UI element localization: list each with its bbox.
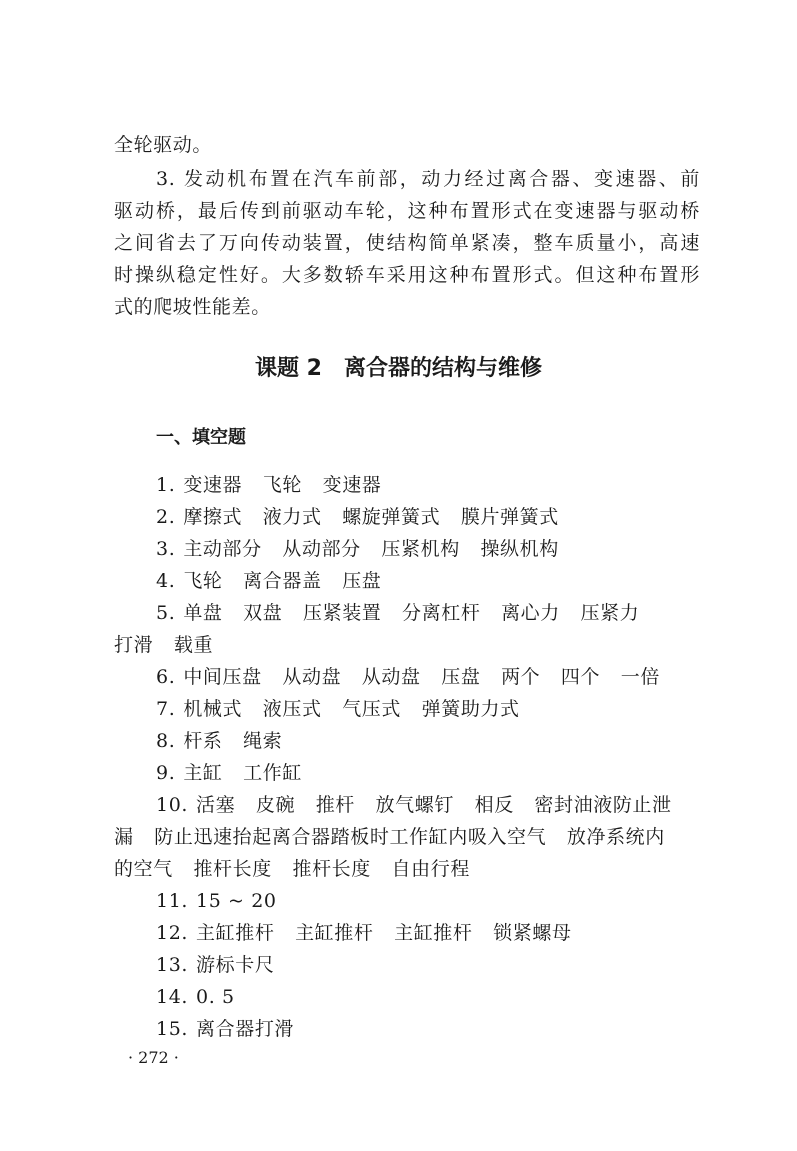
answer-continuation: 的空气 推杆长度 推杆长度 自由行程 (114, 858, 470, 880)
answer-text: 15 ~ 20 (196, 890, 277, 912)
section-title-text: 离合器的结构与维修 (343, 356, 542, 381)
answer-number: 6. (156, 666, 176, 688)
answer-number: 13. (156, 954, 189, 976)
answer-text: 摩擦式 液力式 螺旋弹簧式 膜片弹簧式 (183, 506, 559, 528)
answer-text: 主缸 工作缸 (183, 762, 302, 784)
answer-text: 飞轮 离合器盖 压盘 (183, 570, 382, 592)
answer-number: 2. (156, 506, 176, 528)
answer-continuation: 打滑 载重 (114, 634, 214, 656)
answer-item (156, 760, 716, 786)
answer-number: 1. (156, 474, 176, 496)
answer-item (156, 568, 716, 594)
page-number: · 272 · (128, 1048, 179, 1067)
answer-text: 变速器 飞轮 变速器 (183, 474, 382, 496)
paragraph-line: 之间省去了万向传动装置，使结构简单紧凑，整车质量小，高速 (114, 232, 700, 254)
answer-item (156, 792, 716, 818)
answer-item (156, 1016, 716, 1042)
paragraph-line: 驱动桥，最后传到前驱动车轮，这种布置形式在变速器与驱动桥 (114, 200, 700, 222)
answer-text: 主缸推杆 主缸推杆 主缸推杆 锁紧螺母 (196, 922, 572, 944)
answer-number: 3. (156, 538, 176, 560)
exercise-heading: 一、填空题 (156, 427, 246, 448)
answer-item (156, 504, 716, 530)
paragraph-line: 全轮驱动。 (114, 134, 213, 156)
answer-number: 7. (156, 698, 176, 720)
paragraph-line: 3. 发动机布置在汽车前部，动力经过离合器、变速器、前 (156, 168, 700, 190)
paragraph-line: 式的爬坡性能差。 (114, 296, 271, 318)
answer-number: 10. (156, 794, 189, 816)
answer-item (156, 696, 716, 722)
answer-number: 12. (156, 922, 189, 944)
answer-text: 游标卡尺 (196, 954, 275, 976)
answer-number: 5. (156, 602, 176, 624)
answer-number: 8. (156, 730, 176, 752)
answer-number: 9. (156, 762, 176, 784)
answer-text: 机械式 液压式 气压式 弹簧助力式 (183, 698, 520, 720)
answer-item (156, 920, 716, 946)
answer-text: 单盘 双盘 压紧装置 分离杠杆 离心力 压紧力 (183, 602, 640, 624)
section-title (0, 354, 797, 384)
answer-text: 杆系 绳索 (183, 730, 283, 752)
paragraph-line: 时操纵稳定性好。大多数轿车采用这种布置形式。但这种布置形 (114, 264, 700, 286)
answer-item (156, 952, 716, 978)
answer-item (156, 536, 716, 562)
answer-item (156, 984, 716, 1010)
answer-text: 主动部分 从动部分 压紧机构 操纵机构 (183, 538, 559, 560)
answer-item (156, 664, 716, 690)
answer-number: 4. (156, 570, 176, 592)
answer-text: 活塞 皮碗 推杆 放气螺钉 相反 密封油液防止泄 (196, 794, 672, 816)
answer-item (156, 472, 716, 498)
section-number: 课题 2 (255, 356, 322, 381)
answer-number: 14. (156, 986, 189, 1008)
answer-item (156, 888, 716, 914)
answer-continuation: 漏 防止迅速抬起离合器踏板时工作缸内吸入空气 放净系统内 (114, 826, 665, 848)
answer-text: 中间压盘 从动盘 从动盘 压盘 两个 四个 一倍 (183, 666, 660, 688)
answer-number: 11. (156, 890, 189, 912)
answer-text: 离合器打滑 (196, 1018, 295, 1040)
answer-item (156, 728, 716, 754)
answer-item (156, 600, 716, 626)
answer-text: 0. 5 (196, 986, 235, 1008)
answer-number: 15. (156, 1018, 189, 1040)
